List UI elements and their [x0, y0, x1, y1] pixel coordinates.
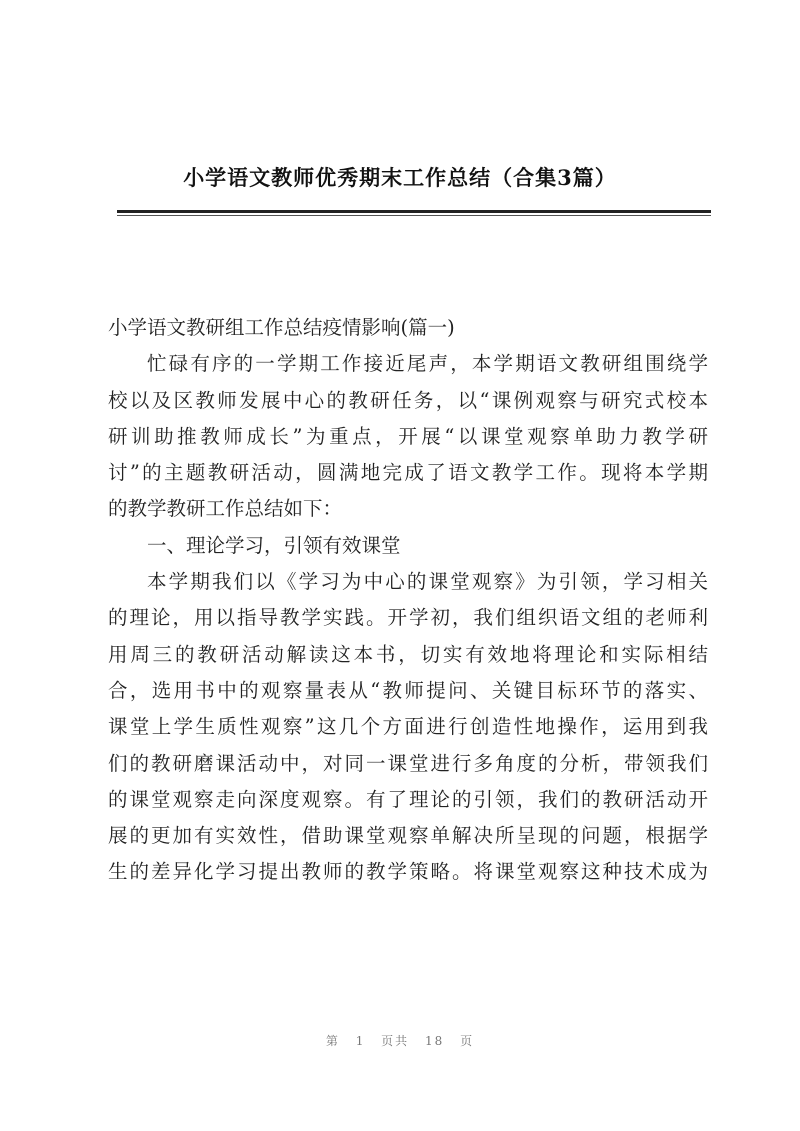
paragraph-line: 本学期我们以《学习为中心的课堂观察》为引领，学习相关 [147, 570, 708, 594]
paragraph-line: 用周三的教研活动解读这本书，切实有效地将理论和实际相结 [108, 642, 708, 666]
paragraph-line: 校以及区教师发展中心的教研任务，以“课例观察与研究式校本 [108, 388, 708, 412]
title-underline-thin [117, 215, 711, 216]
page-number-footer: 第 1 页共 18 页 [325, 1034, 475, 1048]
paragraph-line: 忙碌有序的一学期工作接近尾声，本学期语文教研组围绕学 [147, 352, 708, 376]
paragraph-line: 合，选用书中的观察量表从“教师提问、关键目标环节的落实、 [108, 678, 708, 702]
paragraph-line: 的课堂观察走向深度观察。有了理论的引领，我们的教研活动开 [108, 787, 708, 811]
paragraph-line: 讨”的主题教研活动，圆满地完成了语文教学工作。现将本学期 [108, 461, 708, 485]
document-body [108, 310, 708, 891]
paragraph-line: 课堂上学生质性观察”这几个方面进行创造性地操作，运用到我 [108, 715, 708, 739]
document-title: 小学语文教师优秀期末工作总结（合集3篇） [183, 165, 617, 190]
title-underline [117, 210, 711, 213]
paragraph-line: 展的更加有实效性，借助课堂观察单解决所呈现的问题，根据学 [108, 824, 708, 848]
paragraph-line: 的教学教研工作总结如下： [108, 497, 343, 521]
paragraph-line: 的理论，用以指导教学实践。开学初，我们组织语文组的老师利 [108, 606, 708, 630]
paragraph-line: 生的差异化学习提出教师的教学策略。将课堂观察这种技术成为 [108, 860, 708, 884]
section-heading: 小学语文教研组工作总结疫情影响(篇一) [108, 316, 455, 339]
paragraph-line: 研训助推教师成长”为重点，开展“以课堂观察单助力教学研 [108, 424, 708, 448]
paragraph-line: 们的教研磨课活动中，对同一课堂进行多角度的分析，带领我们 [108, 751, 708, 775]
subheading: 一、理论学习，引领有效课堂 [147, 533, 401, 557]
